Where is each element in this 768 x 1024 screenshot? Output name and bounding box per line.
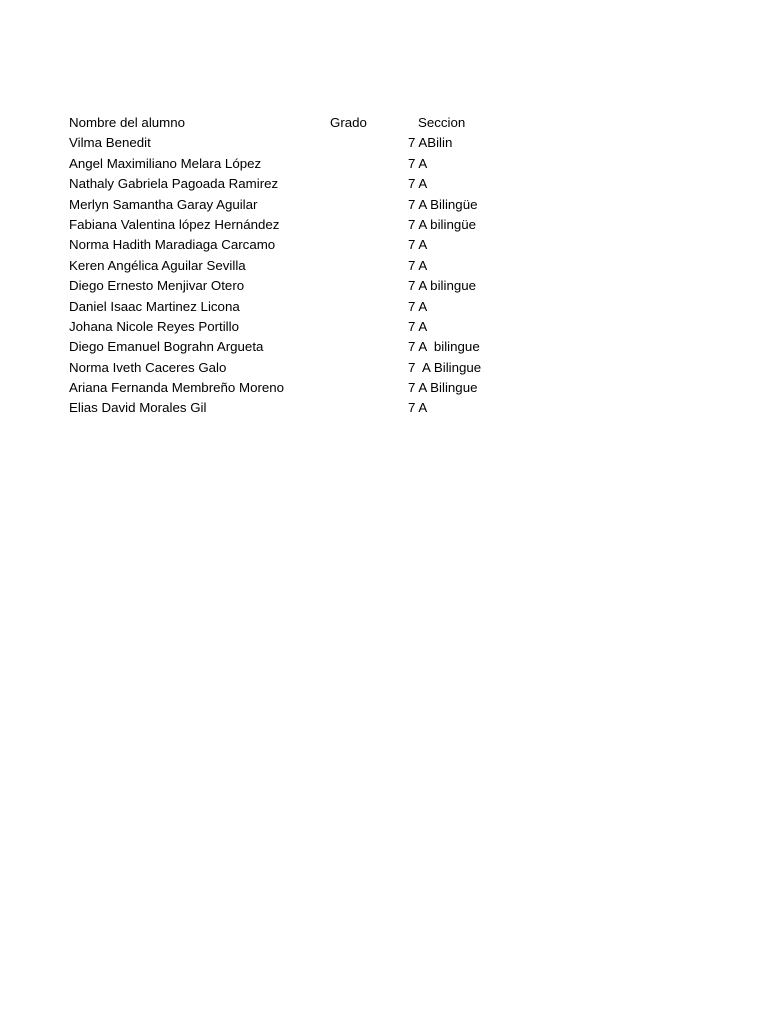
student-name: Norma Iveth Caceres Galo	[69, 359, 227, 375]
student-seccion: 7 A	[408, 176, 428, 192]
student-name: Keren Angélica Aguilar Sevilla	[69, 257, 246, 273]
student-seccion: 7 A	[408, 155, 428, 171]
student-name: Merlyn Samantha Garay Aguilar	[69, 196, 258, 212]
header-grado: Grado	[330, 115, 367, 130]
student-seccion: 7 A bilingue	[408, 339, 480, 355]
table-row	[69, 398, 529, 418]
student-seccion: 7 A Bilingue	[408, 380, 478, 396]
student-seccion: 7 A bilingüe	[408, 216, 477, 232]
student-seccion: 7 A bilingue	[408, 278, 477, 294]
student-name: Angel Maximiliano Melara López	[69, 155, 262, 171]
student-name: Daniel Isaac Martinez Licona	[69, 298, 240, 314]
student-name: Norma Hadith Maradiaga Carcamo	[69, 237, 276, 253]
table-row	[69, 235, 529, 255]
table-row	[69, 195, 529, 215]
student-table	[69, 113, 529, 419]
table-row	[69, 378, 529, 398]
student-name: Fabiana Valentina lópez Hernández	[69, 216, 280, 232]
table-row	[69, 215, 529, 235]
table-row	[69, 154, 529, 174]
table-header-row	[69, 113, 529, 133]
header-name: Nombre del alumno	[69, 115, 186, 130]
table-row	[69, 358, 529, 378]
student-seccion: 7 A	[408, 298, 428, 314]
table-row	[69, 133, 529, 153]
table-row	[69, 297, 529, 317]
student-name: Diego Emanuel Bograhn Argueta	[69, 339, 264, 355]
table-row	[69, 276, 529, 296]
student-seccion: 7 A Bilingüe	[408, 196, 478, 212]
table-row	[69, 174, 529, 194]
student-seccion: 7 A	[408, 400, 428, 416]
student-seccion: 7 A	[408, 237, 428, 253]
table-row	[69, 256, 529, 276]
student-seccion: 7 A	[408, 257, 428, 273]
student-name: Ariana Fernanda Membreño Moreno	[69, 380, 285, 396]
student-name: Diego Ernesto Menjivar Otero	[69, 278, 245, 294]
student-seccion: 7 A Bilingue	[408, 359, 482, 375]
student-name: Johana Nicole Reyes Portillo	[69, 318, 239, 334]
table-row	[69, 317, 529, 337]
student-name: Nathaly Gabriela Pagoada Ramirez	[69, 176, 279, 192]
student-seccion: 7 ABilin	[408, 135, 453, 151]
student-name: Vilma Benedit	[69, 135, 151, 151]
table-body	[69, 133, 529, 418]
header-seccion: Seccion	[418, 115, 466, 130]
student-name: Elias David Morales Gil	[69, 400, 207, 416]
table-row	[69, 337, 529, 357]
student-seccion: 7 A	[408, 318, 428, 334]
